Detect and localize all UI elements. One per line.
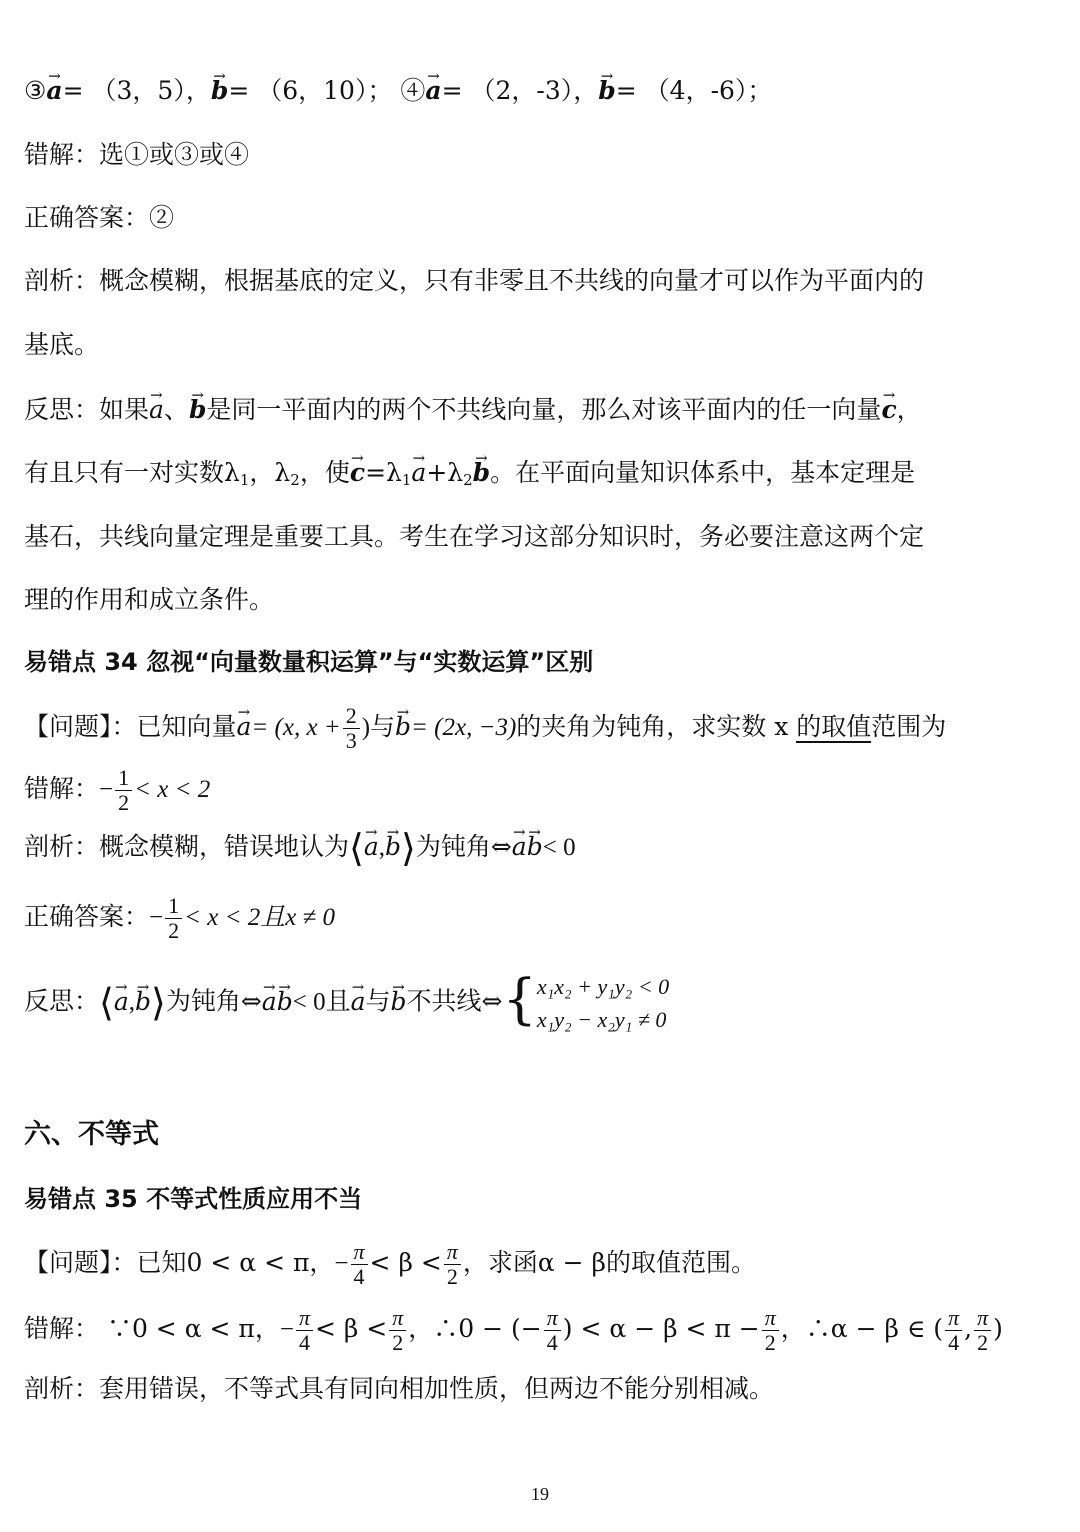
text: 、 bbox=[163, 395, 189, 424]
numerator: π bbox=[351, 1240, 368, 1265]
text: +λ bbox=[426, 458, 464, 487]
vector-b: → b bbox=[391, 985, 407, 1019]
vector-b: → b bbox=[598, 74, 615, 108]
text: 反思： bbox=[24, 986, 100, 1016]
denominator: 2 bbox=[118, 790, 130, 815]
wrong-answer-35 bbox=[24, 1306, 1003, 1355]
formula: = (2x, −3) bbox=[411, 714, 517, 741]
text: 不共线⇔ bbox=[406, 986, 503, 1016]
vector-b-value: = （6，10）； bbox=[228, 76, 393, 105]
option-4-marker: ④ bbox=[400, 76, 426, 105]
wrong-answer-34 bbox=[24, 766, 210, 815]
denominator: 2 bbox=[764, 1330, 776, 1355]
formula: < β < bbox=[315, 1314, 388, 1343]
denominator: 2 bbox=[446, 1264, 458, 1289]
numerator: π bbox=[945, 1306, 962, 1331]
text: 反思：如果 bbox=[24, 395, 150, 424]
vector-a: → a bbox=[237, 710, 252, 744]
page-number: 19 bbox=[531, 1484, 549, 1504]
error-point-34-heading: 易错点 34 忽视“向量数量积运算”与“实数运算”区别 bbox=[24, 648, 594, 676]
right-angle-bracket: ⟩ bbox=[151, 980, 166, 1025]
denominator: 2 bbox=[392, 1330, 404, 1355]
text: 的夹角为钝角，求实数 x bbox=[516, 712, 797, 741]
vector-b-value: = （4，-6）； bbox=[615, 76, 773, 105]
right-angle-bracket: ⟩ bbox=[401, 826, 416, 870]
denominator: 4 bbox=[948, 1330, 960, 1355]
fraction bbox=[544, 1306, 561, 1355]
fraction bbox=[351, 1240, 368, 1289]
reflection-33-cont bbox=[24, 456, 915, 497]
question-34 bbox=[24, 704, 946, 753]
text: =λ bbox=[365, 458, 402, 487]
numerator: 1 bbox=[115, 766, 132, 791]
formula: ) < α − β < π − bbox=[562, 1314, 760, 1343]
fraction bbox=[343, 704, 360, 753]
formula: 与 bbox=[365, 988, 391, 1016]
denominator: 2 bbox=[168, 918, 180, 943]
text: 剖析：概念模糊，错误地认为 bbox=[24, 832, 350, 861]
text: 为钝角⇔ bbox=[415, 832, 512, 861]
formula: )与 bbox=[361, 714, 396, 741]
denominator: 3 bbox=[345, 728, 357, 753]
vector-a-value: = （2，-3）， bbox=[441, 76, 599, 105]
fraction bbox=[444, 1240, 461, 1289]
text: 有且只有一对实数λ bbox=[24, 458, 240, 487]
vector-a-value: = （3，5）， bbox=[62, 76, 211, 105]
vector-a: → a bbox=[411, 456, 426, 490]
text: ，使 bbox=[299, 458, 350, 487]
vector-a: → a bbox=[46, 74, 62, 108]
formula: ，∴0 − (− bbox=[408, 1314, 542, 1343]
formula: ，∴α − β ∈ ( bbox=[780, 1314, 944, 1343]
vector-a: → a bbox=[512, 830, 527, 864]
wrong-answer-33: 错解：选①或③或④ bbox=[24, 140, 250, 169]
numerator: π bbox=[444, 1240, 461, 1265]
denominator: 4 bbox=[353, 1264, 365, 1289]
vector-b: → b bbox=[473, 456, 490, 490]
analysis-33-cont: 基底。 bbox=[24, 330, 100, 359]
formula: = (x, x + bbox=[251, 714, 341, 741]
correct-answer-34 bbox=[24, 894, 335, 943]
underlined-text: 的取值 bbox=[796, 712, 872, 741]
condition-row: x₁x₂ + y₁y₂ < 0 bbox=[536, 974, 670, 999]
vector-c: → c bbox=[350, 456, 365, 490]
text: ，求函α − β的取值范围。 bbox=[462, 1248, 757, 1277]
text: 【问题】：已知0 < α < π， bbox=[24, 1248, 335, 1277]
text: 为钝角⇔ bbox=[165, 986, 262, 1016]
vector-a: → a bbox=[149, 393, 164, 427]
denominator: 2 bbox=[977, 1330, 989, 1355]
reflection-33-cont3: 理的作用和成立条件。 bbox=[24, 585, 275, 614]
question-35 bbox=[24, 1240, 756, 1289]
numerator: 2 bbox=[343, 704, 360, 729]
fraction bbox=[296, 1306, 313, 1355]
fraction bbox=[165, 894, 182, 943]
numerator: π bbox=[296, 1306, 313, 1331]
vector-a: → a bbox=[114, 985, 129, 1019]
formula: < x < 2且x ≠ 0 bbox=[184, 904, 336, 931]
error-point-35-heading: 易错点 35 不等式性质应用不当 bbox=[24, 1185, 363, 1213]
vector-a: → a bbox=[262, 985, 277, 1019]
subscript: 1 bbox=[401, 471, 412, 489]
formula: < β < bbox=[369, 1248, 442, 1277]
numerator: 1 bbox=[165, 894, 182, 919]
condition-system bbox=[537, 970, 669, 1036]
formula: ) bbox=[993, 1314, 1003, 1343]
text: 错解： ∵0 < α < π， bbox=[24, 1314, 280, 1343]
formula: < 0 bbox=[542, 834, 576, 861]
numerator: π bbox=[389, 1306, 406, 1331]
denominator: 4 bbox=[546, 1330, 558, 1355]
vector-a: → a bbox=[351, 985, 366, 1019]
formula: < 0且 bbox=[292, 988, 351, 1016]
minus-sign: − bbox=[334, 1250, 349, 1277]
vector-a: → a bbox=[364, 830, 379, 864]
denominator: 4 bbox=[298, 1330, 310, 1355]
vector-c: → c bbox=[881, 393, 896, 427]
subscript: 1 bbox=[239, 471, 250, 489]
left-angle-bracket: ⟨ bbox=[99, 980, 114, 1025]
analysis-33: 剖析：概念模糊，根据基底的定义，只有非零且不共线的向量才可以作为平面内的 bbox=[24, 266, 925, 295]
minus-sign: − bbox=[279, 1316, 294, 1343]
vector-b: → b bbox=[189, 393, 206, 427]
fraction bbox=[762, 1306, 779, 1355]
subscript: 2 bbox=[290, 471, 300, 489]
reflection-34: 反思：⟨→ a,→ b⟩为钝角⇔→ a→ b< 0且→ a与→ b不共线⇔{ x₁x₂ + y₁y₂ < 0 x₁y₂ − x₂y₁ ≠ 0 bbox=[24, 970, 669, 1036]
vector-b: → b bbox=[277, 985, 293, 1019]
vector-b: → b bbox=[527, 830, 543, 864]
text: 正确答案： bbox=[24, 902, 150, 931]
vector-a: → a bbox=[425, 74, 441, 108]
text: ， bbox=[896, 395, 922, 424]
vector-b: → b bbox=[135, 985, 151, 1019]
correct-answer-33: 正确答案：② bbox=[24, 203, 175, 232]
text: 范围为 bbox=[871, 712, 947, 741]
options-line bbox=[24, 74, 772, 108]
vector-b: → b bbox=[395, 710, 411, 744]
analysis-34: 剖析：概念模糊，错误地认为⟨→ a,→ b⟩为钝角⇔→ a→ b< 0 bbox=[24, 830, 576, 865]
fraction bbox=[115, 766, 132, 815]
numerator: π bbox=[762, 1306, 779, 1331]
text: 错解： bbox=[24, 774, 100, 803]
reflection-33-cont2: 基石，共线向量定理是重要工具。考生在学习这部分知识时，务必要注意这两个定 bbox=[24, 522, 925, 551]
analysis-35: 剖析：套用错误，不等式具有同向相加性质，但两边不能分别相减。 bbox=[24, 1374, 775, 1403]
left-angle-bracket: ⟨ bbox=[349, 826, 364, 870]
text: 【问题】：已知向量 bbox=[24, 712, 237, 741]
fraction bbox=[389, 1306, 406, 1355]
formula: , bbox=[964, 1314, 973, 1343]
minus-sign: − bbox=[149, 904, 164, 931]
option-3-marker: ③ bbox=[24, 76, 47, 105]
subscript: 2 bbox=[463, 471, 473, 489]
left-brace: { bbox=[502, 967, 537, 1031]
text: 。在平面向量知识体系中，基本定理是 bbox=[490, 458, 916, 487]
numerator: π bbox=[544, 1306, 561, 1331]
vector-b: → b bbox=[385, 830, 401, 864]
condition-row: x₁y₂ − x₂y₁ ≠ 0 bbox=[536, 1007, 667, 1032]
text: ，λ bbox=[249, 458, 291, 487]
fraction bbox=[945, 1306, 962, 1355]
minus-sign: − bbox=[99, 776, 114, 803]
fraction bbox=[974, 1306, 991, 1355]
reflection-33 bbox=[24, 393, 922, 427]
text: 是同一平面内的两个不共线向量，那么对该平面内的任一向量 bbox=[206, 395, 882, 424]
section-6-heading: 六、不等式 bbox=[24, 1119, 159, 1150]
formula: < x < 2 bbox=[134, 776, 211, 803]
vector-b: → b bbox=[211, 74, 228, 108]
numerator: π bbox=[974, 1306, 991, 1331]
